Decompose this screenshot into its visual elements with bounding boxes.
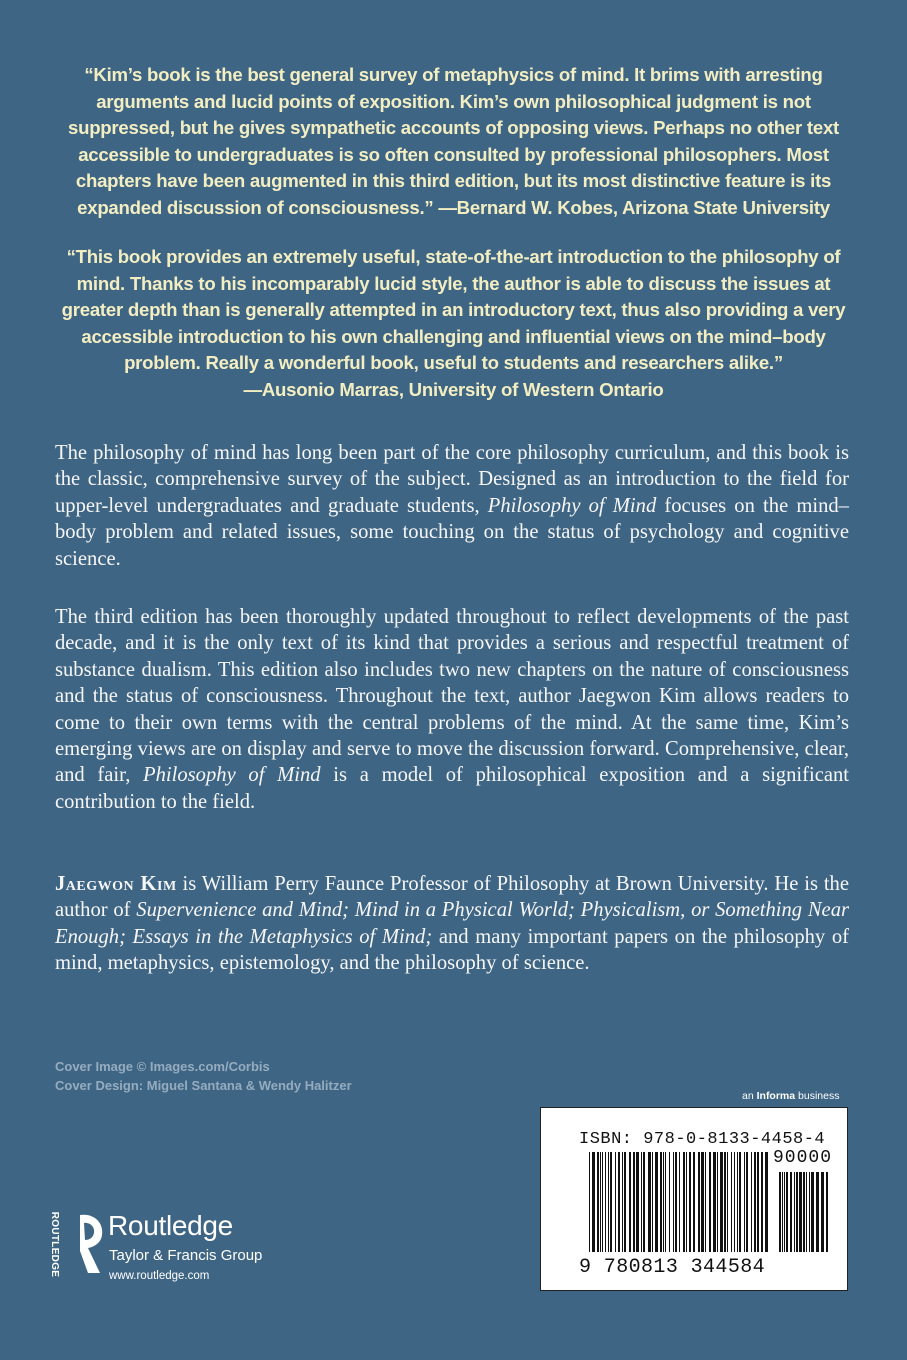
routledge-head-icon bbox=[74, 1213, 108, 1277]
publisher-name: Routledge bbox=[108, 1210, 233, 1241]
barcode-bar bbox=[786, 1172, 788, 1252]
informa-brand: Informa bbox=[756, 1090, 796, 1102]
barcode-bar bbox=[673, 1152, 674, 1252]
barcode-bar bbox=[724, 1152, 726, 1252]
routledge-logo bbox=[50, 1205, 310, 1295]
barcode-bar bbox=[636, 1152, 639, 1252]
author-name: Jaegwon Kim bbox=[55, 873, 177, 895]
quote-text: “Kim’s book is the best general survey of metaphysics of mind. It brims with arresting arguments and lucid points of exposition. Kim’s own philosophical judgment is not suppressed, but he gives sympathetic accounts of opposing views. Perhaps no other text accessible to undergraduates is so often consulted by professional philosophers. Most chapters have been augmented in this third edition, but its most distinctive feature is its expanded discussion of consciousness.” —Bernard W. Kobes, Arizona State University bbox=[68, 64, 839, 218]
price-code: 90000 bbox=[773, 1148, 833, 1168]
barcode-bar bbox=[790, 1172, 792, 1252]
description-text: The third edition has been thoroughly updated throughout to reflect developments of the past decade, and it is the only text of its kind that provides a serious and respectful treatment of substance dualism. This edition also includes two new chapters on the nature of consciousness and the status of consciousness. Throughout the text, author Jaegwon Kim allows readers to come to their own terms with the central problems of the mind. At the same time, Kim’s emerging views are on display and serve to move the discussion forward. Comprehensive, clear, and fair, bbox=[55, 606, 849, 787]
barcode-bar bbox=[615, 1152, 616, 1252]
description-text: The philosophy of mind has long been part of the core philosophy curriculum, and this book is the classic, comprehensive survey of the subject. Designed as an introduction to the field for upper-level undergraduates and graduate students, bbox=[55, 442, 849, 517]
barcode-bar bbox=[744, 1152, 745, 1252]
barcode-bar bbox=[652, 1152, 653, 1252]
barcode-bar bbox=[803, 1172, 805, 1252]
barcode-bar bbox=[720, 1152, 723, 1252]
barcode-bar bbox=[663, 1152, 664, 1252]
barcode-bar bbox=[779, 1172, 781, 1252]
barcode-bar bbox=[693, 1152, 695, 1252]
informa-prefix: an bbox=[742, 1090, 757, 1102]
ean-number: 9 780813 344584 bbox=[579, 1256, 766, 1279]
barcode-bar bbox=[660, 1152, 662, 1252]
barcode-bar bbox=[816, 1172, 819, 1252]
review-quote-marras bbox=[60, 244, 847, 403]
barcode-bar bbox=[600, 1152, 601, 1252]
quote-text: “This book provides an extremely useful, state-of-the-art introduction to the philosophy of mind. Thanks to his incomparably lucid style, the author is able to discuss the issues at greater depth than is generally attempted in an introductory text, thus also providing a very accessible introduction to his own challenging and influential views on the mind–body problem. Really a wonderful book, useful to students and researchers alike.” bbox=[61, 246, 846, 373]
barcode-bar bbox=[794, 1172, 795, 1252]
barcode-bar bbox=[761, 1152, 763, 1252]
barcode-bar bbox=[592, 1152, 595, 1252]
logo-vertical-text: ROUTLEDGE bbox=[49, 1211, 61, 1278]
description-text: focuses on the mind–body problem and related issues, some touching on the status of psychology and cognitive science. bbox=[55, 494, 849, 570]
isbn-barcode bbox=[540, 1107, 848, 1291]
barcode-bar bbox=[641, 1152, 642, 1252]
barcode-bar bbox=[597, 1152, 599, 1252]
barcode-bar bbox=[686, 1152, 687, 1252]
barcode-bar bbox=[675, 1152, 677, 1252]
barcode-bar bbox=[757, 1152, 759, 1252]
barcode-bar bbox=[633, 1152, 635, 1252]
barcode-bar bbox=[608, 1152, 609, 1252]
barcode-bar bbox=[754, 1152, 756, 1252]
barcode-bar bbox=[739, 1152, 741, 1252]
barcode-bar bbox=[731, 1152, 732, 1252]
barcode-bar bbox=[811, 1172, 814, 1252]
barcode-bar bbox=[648, 1152, 651, 1252]
barcode-bar bbox=[618, 1152, 620, 1252]
barcode-bar bbox=[655, 1152, 658, 1252]
author-works: Supervenience and Mind; Mind in a Physical World; Physicalism, or Something Near Enough; Essays in the Metaphysics of Mind; bbox=[55, 899, 850, 948]
barcode-bar bbox=[705, 1152, 706, 1252]
review-quote-kobes bbox=[60, 62, 847, 221]
barcode-bar bbox=[665, 1152, 666, 1252]
barcode-bar bbox=[610, 1152, 612, 1252]
book-title: Philosophy of Mind bbox=[487, 494, 657, 517]
barcode-bar bbox=[689, 1152, 691, 1252]
barcode-bar bbox=[698, 1152, 700, 1252]
barcode-bar bbox=[713, 1152, 716, 1252]
barcode-bar bbox=[799, 1172, 802, 1252]
barcode-bar bbox=[589, 1152, 590, 1252]
barcode-bar bbox=[669, 1152, 670, 1252]
barcode-bar bbox=[727, 1152, 728, 1252]
barcode-bar bbox=[683, 1152, 685, 1252]
description-text: is a model of philosophical exposition and a significant contribution to the field. bbox=[55, 764, 849, 813]
barcode-bar bbox=[796, 1172, 798, 1252]
barcode-bars bbox=[589, 1152, 829, 1256]
barcode-bar bbox=[826, 1172, 828, 1252]
barcode-bar bbox=[605, 1152, 606, 1252]
quote-attribution: —Ausonio Marras, University of Western Ontario bbox=[243, 378, 664, 400]
barcode-bar bbox=[809, 1172, 810, 1252]
logo-vertical-bar bbox=[50, 1205, 74, 1289]
barcode-bar bbox=[765, 1152, 768, 1252]
barcode-bar bbox=[737, 1152, 738, 1252]
barcode-bar bbox=[643, 1152, 645, 1252]
barcode-bar bbox=[746, 1152, 748, 1252]
publisher-url: www.routledge.com bbox=[109, 1270, 210, 1282]
barcode-bar bbox=[717, 1152, 718, 1252]
publisher-group: Taylor & Francis Group bbox=[109, 1247, 263, 1264]
cover-credits bbox=[55, 1057, 352, 1095]
barcode-bar bbox=[806, 1172, 807, 1252]
description-paragraph-2 bbox=[55, 604, 849, 815]
barcode-bar bbox=[821, 1172, 824, 1252]
description-paragraph-1 bbox=[55, 440, 849, 572]
barcode-bar bbox=[622, 1152, 623, 1252]
informa-tagline bbox=[742, 1090, 839, 1102]
barcode-bar bbox=[629, 1152, 631, 1252]
cover-image-credit: Cover Image © Images.com/Corbis bbox=[55, 1059, 270, 1074]
cover-design-credit: Cover Design: Miguel Santana & Wendy Halitzer bbox=[55, 1078, 352, 1093]
barcode-bar bbox=[602, 1152, 603, 1252]
bio-text: and many important papers on the philosophy of mind, metaphysics, epistemology, and the philosophy of science. bbox=[55, 925, 849, 975]
barcode-bar bbox=[679, 1152, 680, 1252]
barcode-bar bbox=[784, 1172, 785, 1252]
barcode-bar bbox=[734, 1152, 735, 1252]
bio-text: is William Perry Faunce Professor of Philosophy at Brown University. He is the author of bbox=[55, 873, 849, 922]
informa-suffix: business bbox=[795, 1090, 840, 1102]
book-title: Philosophy of Mind bbox=[143, 764, 321, 787]
barcode-bar bbox=[624, 1152, 626, 1252]
isbn-number: ISBN: 978-0-8133-4458-4 bbox=[579, 1130, 826, 1149]
barcode-bar bbox=[701, 1152, 704, 1252]
barcode-bar bbox=[709, 1152, 711, 1252]
barcode-bar bbox=[782, 1172, 783, 1252]
author-bio bbox=[55, 871, 849, 977]
barcode-bar bbox=[751, 1152, 752, 1252]
